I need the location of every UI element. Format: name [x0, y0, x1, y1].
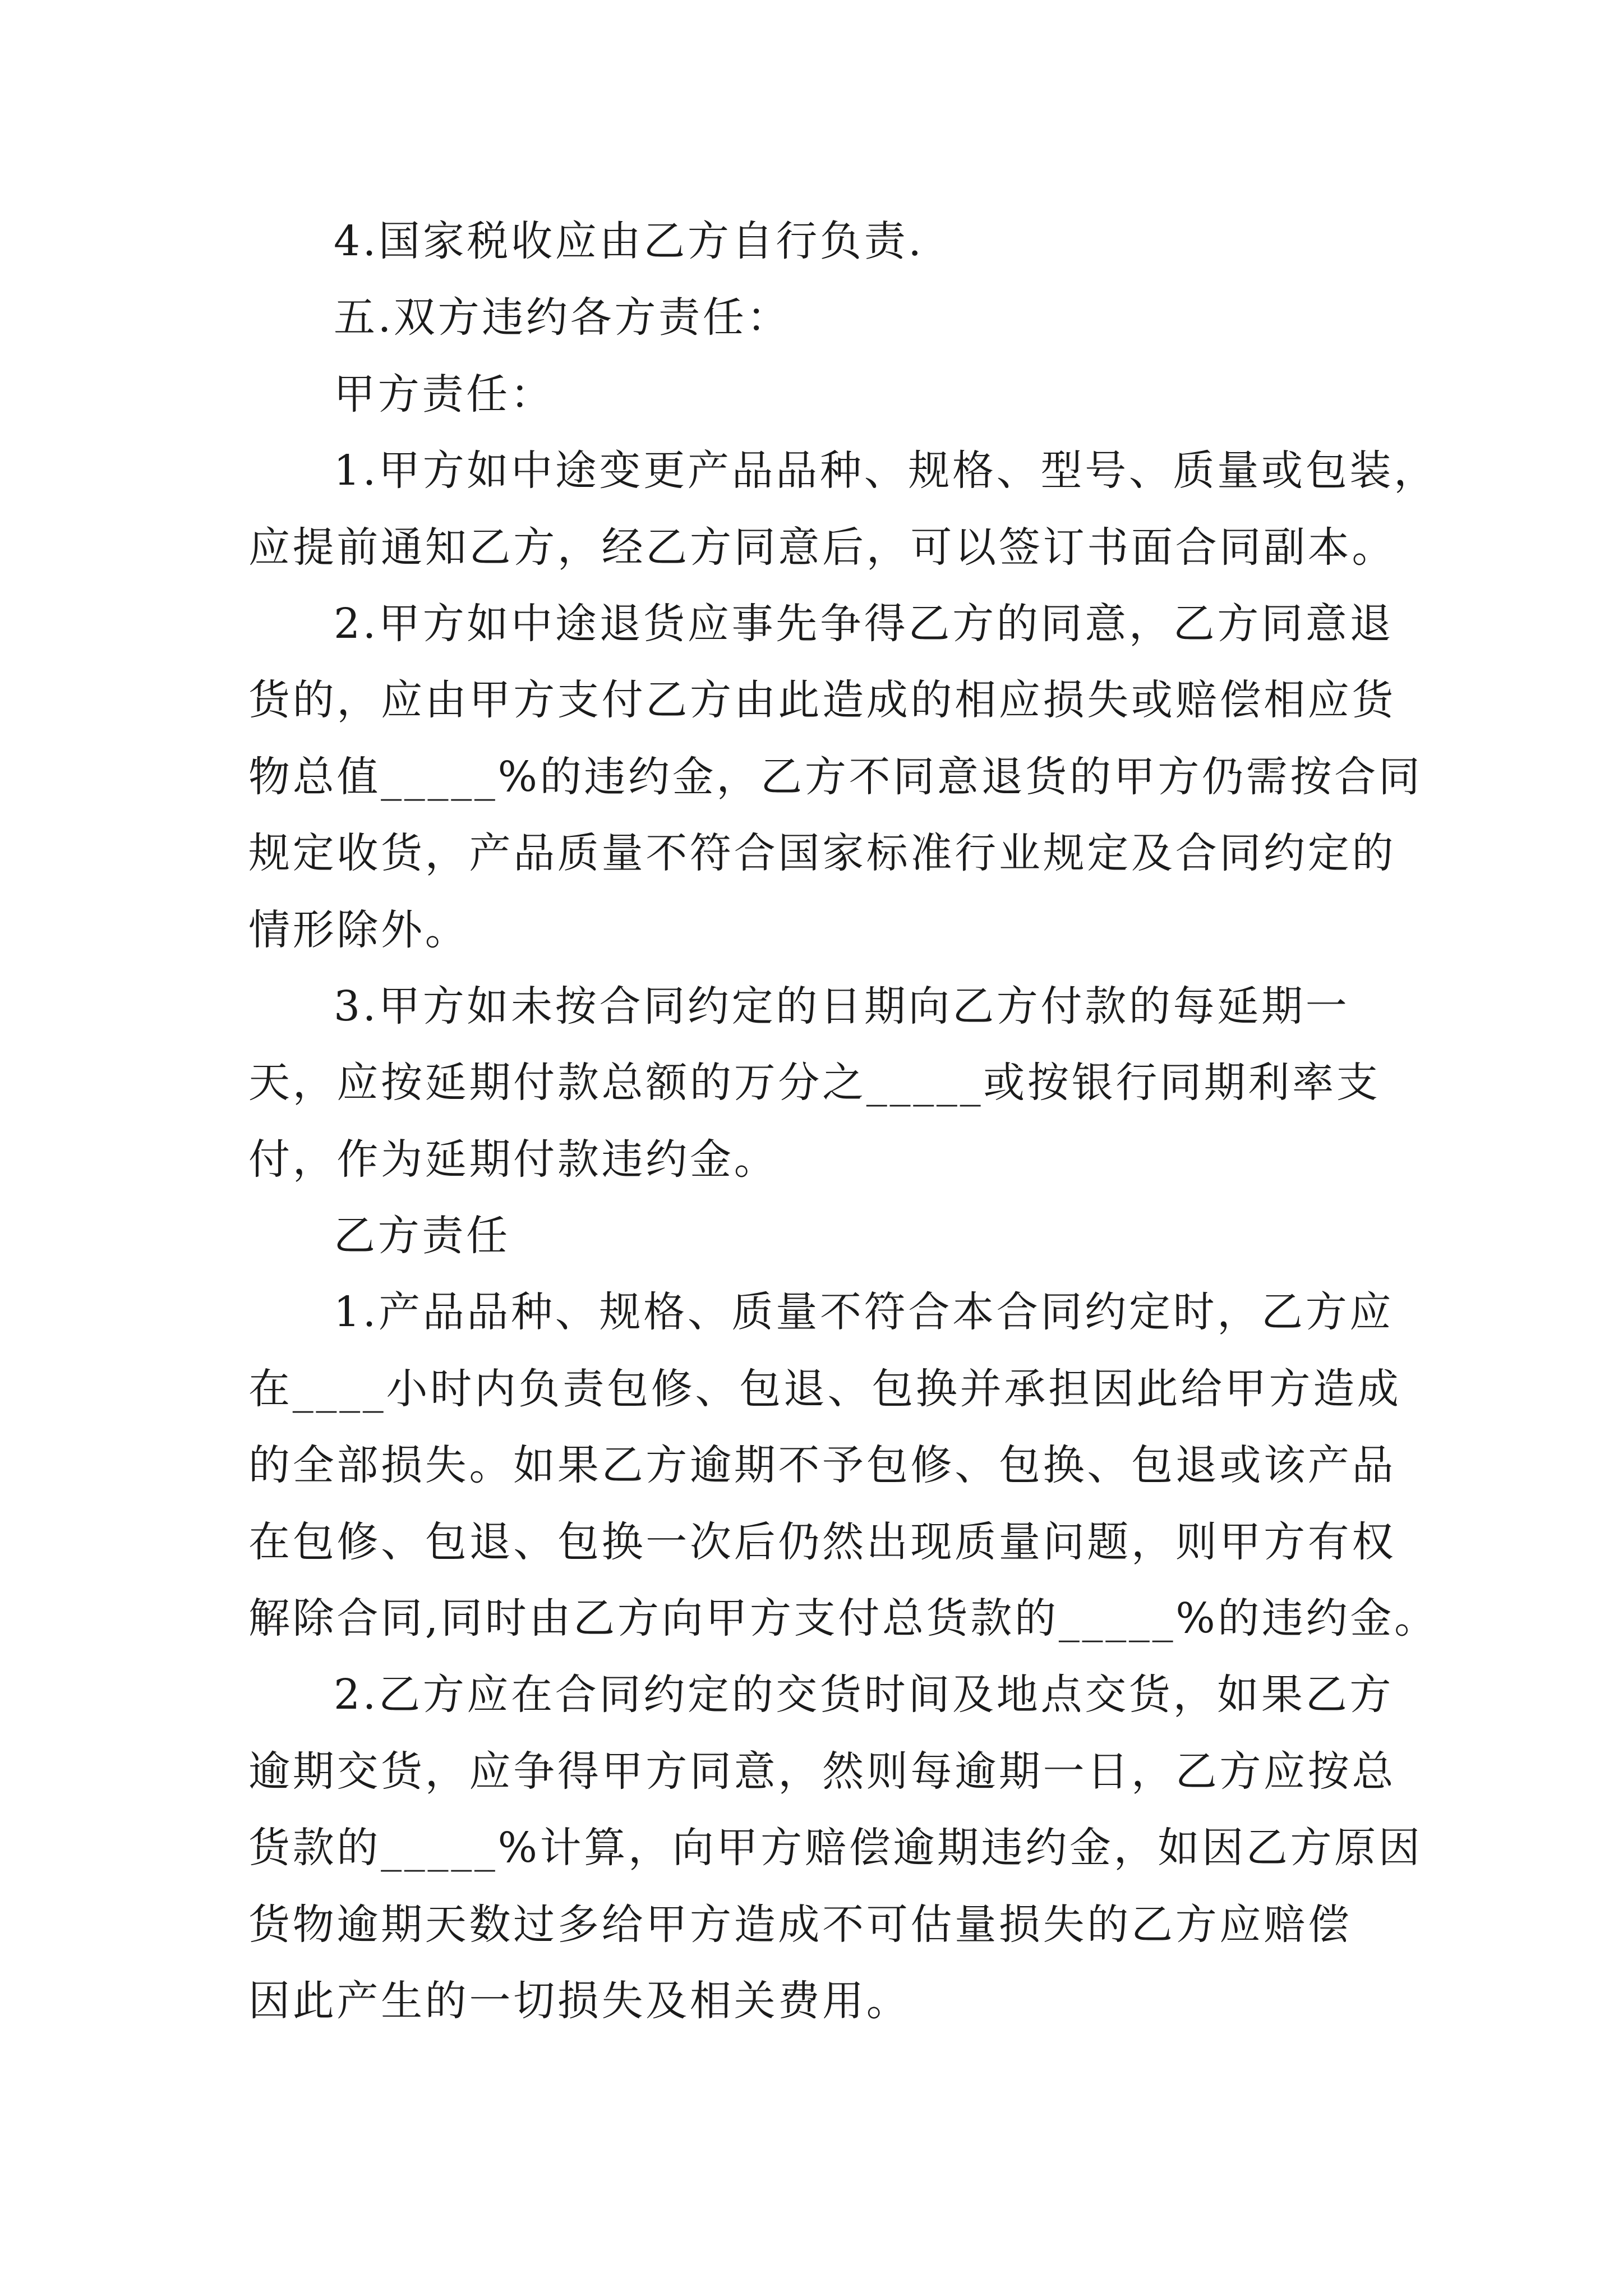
text-line: 应提前通知乙方，经乙方同意后，可以签订书面合同副本。	[248, 523, 1396, 572]
document-body	[248, 203, 1460, 2039]
text-line: 天，应按延期付款总额的万分之_____或按银行同期利率支	[248, 1059, 1381, 1107]
party-a-clause-1	[248, 432, 1460, 586]
text-line: 1.甲方如中途变更产品品种、规格、型号、质量或包装，	[334, 447, 1438, 495]
text-line: 逾期交货，应争得甲方同意，然则每逾期一日，乙方应按总	[248, 1747, 1396, 1796]
party-a-heading	[248, 356, 1460, 432]
text-line: 货物逾期天数过多给甲方造成不可估量损失的乙方应赔偿	[248, 1900, 1352, 1949]
text-line: 3.甲方如未按合同约定的日期向乙方付款的每延期一	[334, 982, 1350, 1030]
party-a-clause-2	[248, 586, 1460, 968]
party-b-clause-2	[248, 1657, 1460, 2039]
text-line: 规定收货，产品质量不符合国家标准行业规定及合同约定的	[248, 829, 1396, 878]
text-line: 1.产品品种、规格、质量不符合本合同约定时，乙方应	[334, 1288, 1394, 1337]
text-line: 货款的_____%计算，向甲方赔偿逾期违约金，如因乙方原因	[248, 1824, 1423, 1872]
text-line: 物总值_____%的违约金，乙方不同意退货的甲方仍需按合同	[248, 752, 1423, 801]
text-line: 情形除外。	[248, 905, 469, 954]
text-line: 付，作为延期付款违约金。	[248, 1135, 778, 1184]
text-line: 乙方责任	[334, 1212, 510, 1260]
text-line: 因此产生的一切损失及相关费用。	[248, 1976, 911, 2025]
party-b-heading	[248, 1198, 1460, 1274]
text-line: 在包修、包退、包换一次后仍然出现质量问题，则甲方有权	[248, 1517, 1396, 1566]
text-line: 2.甲方如中途退货应事先争得乙方的同意，乙方同意退	[334, 599, 1394, 648]
text-line: 解除合同,同时由乙方向甲方支付总货款的_____%的违约金。	[248, 1594, 1438, 1643]
text-line: 2.乙方应在合同约定的交货时间及地点交货，如果乙方	[334, 1671, 1394, 1719]
text-line: 货的，应由甲方支付乙方由此造成的相应损失或赔偿相应货	[248, 676, 1396, 725]
text-line: 4.国家税收应由乙方自行负责.	[334, 217, 924, 265]
text-line: 的全部损失。如果乙方逾期不予包修、包换、包退或该产品	[248, 1441, 1396, 1490]
clause-tax	[248, 203, 1460, 279]
text-line: 在____小时内负责包修、包退、包换并承担因此给甲方造成	[248, 1364, 1401, 1413]
party-a-clause-3	[248, 968, 1460, 1198]
text-line: 五.双方违约各方责任：	[334, 293, 791, 342]
section-heading-breach	[248, 279, 1460, 356]
party-b-clause-1	[248, 1274, 1460, 1657]
text-line: 甲方责任：	[334, 370, 555, 418]
